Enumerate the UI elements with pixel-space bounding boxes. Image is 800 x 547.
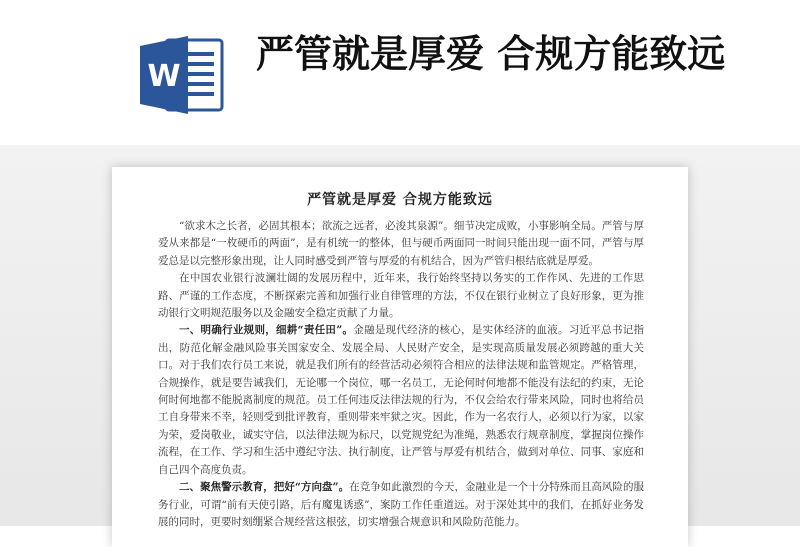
document-body: [158, 218, 644, 531]
paragraph-text: 在竞争如此激烈的今天，金融业是一个十分特殊而且高风险的服务行业，可谓“前有天使引路，后有魔鬼诱惑”，案防工作任重道远。对于深处其中的我们，在抓好业务发展的同时，更要时刻绷紧合规经营这根弦，切实增强合规意识和风险防范能力。: [158, 481, 644, 528]
paragraph-text: “欲求木之长者，必固其根本；欲流之远者，必浚其泉源”。细节决定成败，小事影响全局。严管与厚爱从来都是“一枚硬币的两面”，是有机统一的整体，但与硬币两面同一时间只能出现一面不同，严管与厚爱总是以完整形象出现，让人同时感受到严管与厚爱的有机结合，因为严管归根结底就是厚爱。: [158, 220, 644, 267]
document-title: 严管就是厚爱 合规方能致远: [307, 192, 493, 208]
word-icon: [140, 34, 226, 116]
paragraph-text: 在中国农业银行波澜壮阔的发展历程中，近年来，我行始终坚持以务实的工作作风、先进的工作思路、严谨的工作态度，不断探索完善和加强行业自律管理的方法，不仅在银行业树立了良好形象，更为推动银行文明规范服务以及金融安全稳定贡献了力量。: [158, 272, 644, 320]
paragraph-text: 金融是现代经济的核心，是实体经济的血液。习近平总书记指出，防范化解金融风险事关国家安全、发展全局、人民财产安全，是实现高质量发展必须跨越的重大关口。对于我们农行员工来说，就是我们所有的经营活动必须符合相应的法律法规和监管规定。严格管理，合规操作，就是要告诫我们，无论哪一个岗位，哪一名员工，无论何时何地都不能没有法纪的约束，无论何时何地都不能脱离制度的规范。员工任何违反法律法规的行为，不仅会给农行带来风险，同时也将给员工自身带来不幸，轻则受到批评教育，重则带来牢狱之灾。因此，作为一名农行人，必须以行为家，以家为荣，爱岗敬业，诚实守信，以法律法规为标尺，以党规党纪为准绳，熟悉农行规章制度，掌握岗位操作流程，在工作、学习和生活中遵纪守法、执行制度，让严管与厚爱有机结合，做到对单位、同事、家庭和自己四个高度负责。: [158, 324, 644, 476]
paragraph: [158, 479, 644, 531]
paragraph: [158, 270, 644, 322]
section-heading: 二、聚焦警示教育，把好“方向盘”。: [179, 481, 350, 494]
paragraph: [158, 322, 644, 479]
page-title: 严管就是厚爱 合规方能致远: [256, 32, 726, 76]
header: [0, 0, 800, 150]
paragraph: [158, 218, 644, 270]
word-icon-letter: W: [147, 59, 181, 94]
section-heading: 一、明确行业规则，细耕“责任田”。: [179, 324, 354, 337]
document-page: [112, 167, 688, 547]
